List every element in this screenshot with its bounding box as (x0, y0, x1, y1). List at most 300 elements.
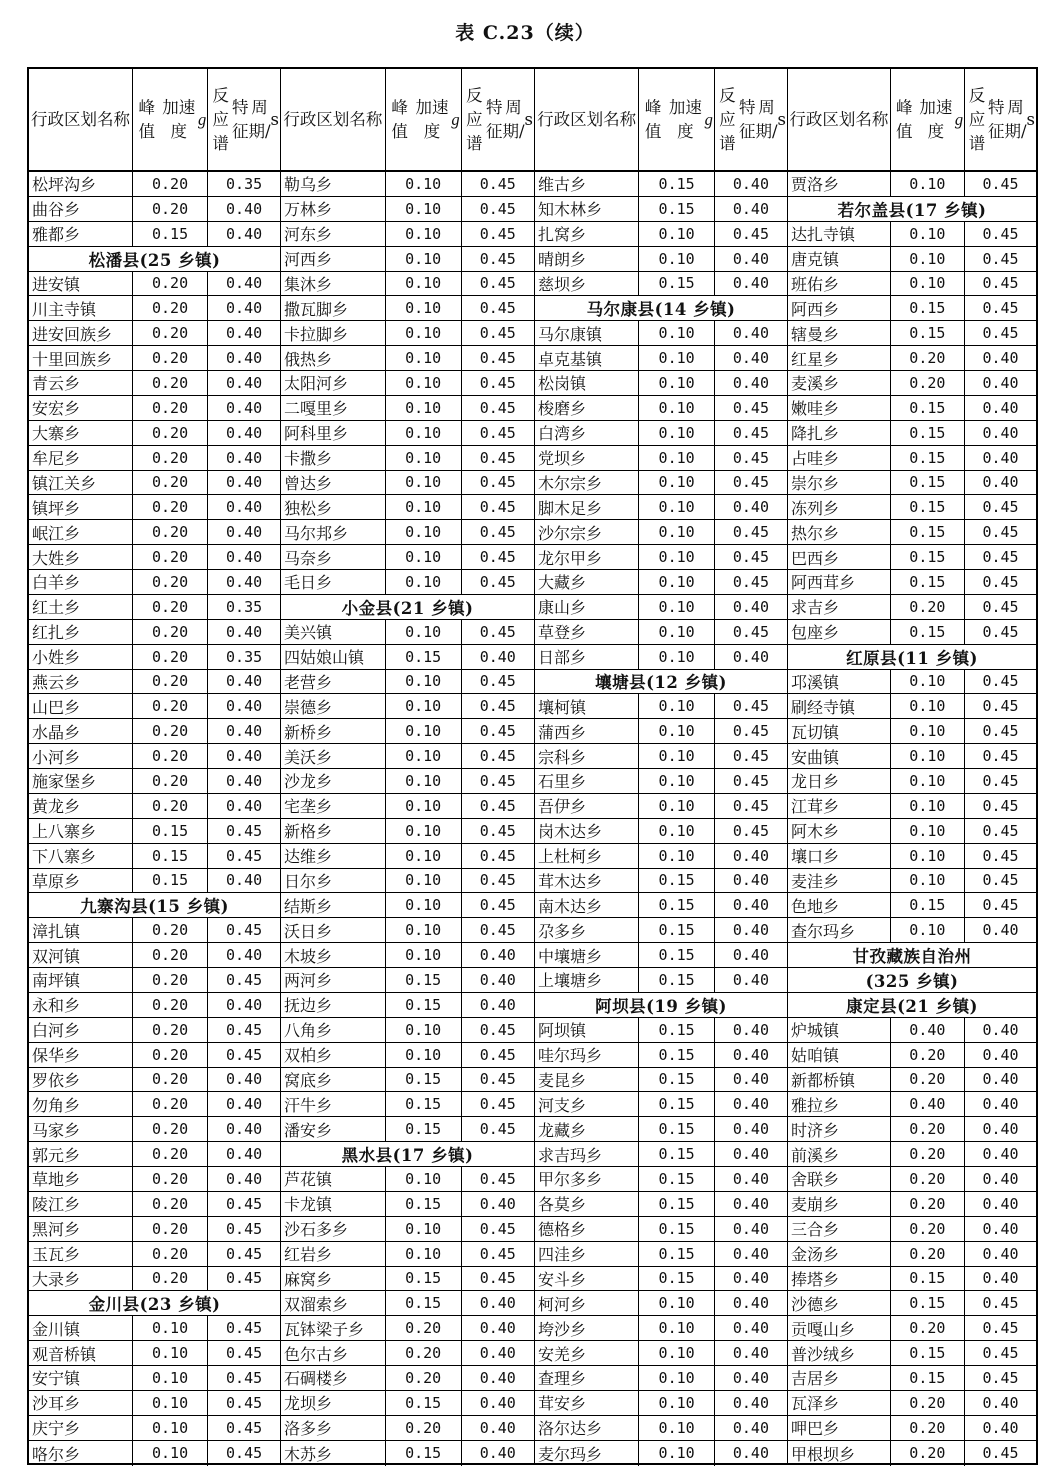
peak-acceleration: 0.15 (638, 943, 714, 967)
peak-acceleration: 0.20 (890, 1391, 964, 1415)
response-period: 0.45 (461, 744, 534, 768)
response-period: 0.45 (461, 396, 534, 420)
town-name: 刷经寺镇 (791, 697, 856, 717)
header-peak-line: 峰值 (391, 97, 408, 141)
peak-acceleration: 0.20 (132, 520, 207, 544)
header-peak-line: g (451, 109, 460, 129)
peak-acceleration: 0.10 (890, 222, 964, 246)
peak-acceleration: 0.15 (638, 1167, 714, 1191)
peak-acceleration: 0.10 (385, 570, 461, 594)
peak-acceleration: 0.15 (638, 869, 714, 893)
table-row (535, 893, 787, 918)
response-period: 0.45 (714, 396, 787, 420)
county-title: (325 乡镇) (865, 971, 959, 991)
peak-acceleration: 0.15 (385, 1092, 461, 1116)
town-name: 辖曼乡 (791, 324, 840, 344)
response-period: 0.45 (461, 1018, 534, 1042)
peak-acceleration: 0.10 (385, 197, 461, 221)
peak-acceleration: 0.20 (132, 645, 207, 669)
table-row (535, 1391, 787, 1416)
response-period: 0.40 (207, 869, 280, 893)
header-period-line: 特征 (485, 97, 503, 141)
town-name: 曲谷乡 (32, 200, 81, 220)
response-period: 0.45 (714, 769, 787, 793)
response-period: 0.40 (207, 670, 280, 694)
town-name: 安宁镇 (32, 1369, 81, 1389)
response-period: 0.40 (964, 1167, 1036, 1191)
town-name: 贾洛乡 (791, 175, 840, 195)
county-title: 小金县(21 乡镇) (341, 598, 474, 618)
town-name: 日尔乡 (284, 871, 333, 891)
response-period: 0.40 (714, 1341, 787, 1365)
town-name: 马尔邦乡 (284, 523, 349, 543)
table-row (281, 1018, 534, 1043)
header-period-line: 反应谱 (466, 85, 483, 153)
table-row (535, 1242, 787, 1267)
peak-acceleration: 0.20 (890, 371, 964, 395)
town-name: 洛多乡 (284, 1419, 333, 1439)
table-row (535, 1092, 787, 1117)
table-row (535, 346, 787, 371)
peak-acceleration: 0.10 (890, 670, 964, 694)
peak-acceleration: 0.20 (890, 1167, 964, 1191)
town-name: 宗科乡 (538, 747, 587, 767)
table-row (535, 968, 787, 993)
table-row (788, 545, 1036, 570)
town-name: 红土乡 (32, 598, 81, 618)
town-name: 十里回族乡 (32, 349, 113, 369)
town-name: 大录乡 (32, 1269, 81, 1289)
town-name: 小河乡 (32, 747, 81, 767)
peak-acceleration: 0.10 (385, 421, 461, 445)
table-row (788, 272, 1036, 297)
table-row (788, 321, 1036, 346)
town-name: 吾伊乡 (538, 797, 587, 817)
header-period-line: 周期/ (248, 97, 271, 141)
peak-acceleration: 0.20 (132, 446, 207, 470)
section-header-row (788, 943, 1036, 968)
table-row (788, 1391, 1036, 1416)
response-period: 0.40 (714, 893, 787, 917)
peak-acceleration: 0.10 (638, 694, 714, 718)
table-row (535, 1192, 787, 1217)
table-row (535, 645, 787, 670)
peak-acceleration: 0.20 (385, 1416, 461, 1440)
response-period: 0.45 (207, 1267, 280, 1291)
peak-acceleration: 0.10 (385, 222, 461, 246)
peak-acceleration: 0.15 (132, 819, 207, 843)
town-name: 双溜索乡 (284, 1294, 349, 1314)
response-period: 0.40 (964, 346, 1036, 370)
town-name: 安曲镇 (791, 747, 840, 767)
table-row (788, 1242, 1036, 1267)
town-name: 查理乡 (538, 1369, 587, 1389)
table-row (535, 371, 787, 396)
town-name: 新格乡 (284, 822, 333, 842)
response-period: 0.40 (714, 172, 787, 196)
town-name: 松岗镇 (538, 374, 587, 394)
peak-acceleration: 0.10 (385, 1018, 461, 1042)
peak-acceleration: 0.10 (385, 520, 461, 544)
response-period: 0.40 (207, 346, 280, 370)
town-name: 白湾乡 (538, 424, 587, 444)
town-name: 上壤塘乡 (538, 971, 603, 991)
peak-acceleration: 0.10 (638, 1291, 714, 1315)
town-name: 红扎乡 (32, 623, 81, 643)
peak-acceleration: 0.10 (385, 869, 461, 893)
town-name: 壤口乡 (791, 847, 840, 867)
response-period: 0.40 (964, 396, 1036, 420)
table-row (788, 1092, 1036, 1117)
town-name: 前溪乡 (791, 1145, 840, 1165)
peak-acceleration: 0.20 (132, 346, 207, 370)
peak-acceleration: 0.20 (132, 620, 207, 644)
town-name: 沙龙乡 (284, 772, 333, 792)
table-row (535, 819, 787, 844)
response-period: 0.40 (207, 620, 280, 644)
response-period: 0.45 (714, 719, 787, 743)
table-row (281, 769, 534, 794)
town-name: 龙尔甲乡 (538, 548, 603, 568)
header-period (461, 69, 534, 170)
town-name: 蒲西乡 (538, 722, 587, 742)
peak-acceleration: 0.20 (132, 421, 207, 445)
peak-acceleration: 0.10 (385, 321, 461, 345)
section-header-row (29, 247, 280, 272)
response-period: 0.45 (964, 520, 1036, 544)
peak-acceleration: 0.10 (385, 545, 461, 569)
header-name (535, 69, 638, 170)
peak-acceleration: 0.10 (638, 321, 714, 345)
table-row (281, 396, 534, 421)
header-period (714, 69, 787, 170)
town-name: 麦昆乡 (538, 1070, 587, 1090)
town-name: 日部乡 (538, 648, 587, 668)
peak-acceleration: 0.10 (638, 471, 714, 495)
county-title: 若尔盖县(17 乡镇) (837, 200, 987, 220)
table-row (788, 371, 1036, 396)
table-row (281, 1341, 534, 1366)
peak-acceleration: 0.10 (385, 744, 461, 768)
town-name: 求吉玛乡 (538, 1145, 603, 1165)
town-name: 麦崩乡 (791, 1195, 840, 1215)
table-row (29, 819, 280, 844)
peak-acceleration: 0.10 (890, 819, 964, 843)
peak-acceleration: 0.20 (385, 1316, 461, 1340)
response-period: 0.45 (964, 670, 1036, 694)
peak-acceleration: 0.20 (132, 744, 207, 768)
peak-acceleration: 0.10 (638, 819, 714, 843)
town-name: 扎窝乡 (538, 225, 587, 245)
response-period: 0.40 (714, 1142, 787, 1166)
peak-acceleration: 0.15 (638, 1267, 714, 1291)
town-name: 陵江乡 (32, 1195, 81, 1215)
table-row (281, 1068, 534, 1093)
header-period-line: s (777, 109, 786, 129)
table-row (29, 371, 280, 396)
header-period-line: s (1026, 109, 1035, 129)
peak-acceleration: 0.20 (132, 1142, 207, 1166)
peak-acceleration: 0.15 (638, 893, 714, 917)
table-column (535, 69, 788, 1463)
town-name: 卡龙镇 (284, 1195, 333, 1215)
town-name: 咯尔乡 (32, 1444, 81, 1464)
town-name: 镇坪乡 (32, 498, 81, 518)
town-name: 二嘎里乡 (284, 399, 349, 419)
table-row (29, 471, 280, 496)
peak-acceleration: 0.10 (385, 371, 461, 395)
town-name: 达扎寺镇 (791, 225, 856, 245)
peak-acceleration: 0.15 (638, 1117, 714, 1141)
header-peak-acceleration (890, 69, 964, 170)
peak-acceleration: 0.10 (385, 1217, 461, 1241)
response-period: 0.40 (461, 943, 534, 967)
response-period: 0.40 (714, 595, 787, 619)
response-period: 0.40 (714, 1117, 787, 1141)
response-period: 0.40 (714, 1092, 787, 1116)
peak-acceleration: 0.20 (132, 1043, 207, 1067)
response-period: 0.45 (964, 172, 1036, 196)
town-name: 晴朗乡 (538, 250, 587, 270)
town-name: 沙尔宗乡 (538, 523, 603, 543)
table-row (535, 471, 787, 496)
table-row (29, 570, 280, 595)
town-name: 草地乡 (32, 1170, 81, 1190)
town-name: 江茸乡 (791, 797, 840, 817)
town-name: 雅拉乡 (791, 1095, 840, 1115)
town-name: 两河乡 (284, 971, 333, 991)
section-header-row (29, 893, 280, 918)
table-row (281, 1242, 534, 1267)
county-title: 红原县(11 乡镇) (846, 648, 978, 668)
town-name: 上八寨乡 (32, 822, 97, 842)
town-name: 龙藏乡 (538, 1120, 587, 1140)
response-period: 0.40 (461, 1291, 534, 1315)
table-row (788, 495, 1036, 520)
peak-acceleration: 0.10 (638, 844, 714, 868)
peak-acceleration: 0.15 (638, 968, 714, 992)
town-name: 河支乡 (538, 1095, 587, 1115)
table-row (281, 1092, 534, 1117)
peak-acceleration: 0.10 (638, 1366, 714, 1390)
response-period: 0.35 (207, 595, 280, 619)
response-period: 0.45 (207, 819, 280, 843)
table-row (535, 1366, 787, 1391)
table-row (535, 272, 787, 297)
response-period: 0.40 (207, 1068, 280, 1092)
town-name: 木尔宗乡 (538, 473, 603, 493)
town-name: 壤柯镇 (538, 697, 587, 717)
response-period: 0.40 (714, 645, 787, 669)
town-name: 上杜柯乡 (538, 847, 603, 867)
town-name: 大姓乡 (32, 548, 81, 568)
peak-acceleration: 0.10 (890, 744, 964, 768)
peak-acceleration: 0.20 (132, 918, 207, 942)
town-name: 下八寨乡 (32, 847, 97, 867)
town-name: 麦尔玛乡 (538, 1444, 603, 1464)
peak-acceleration: 0.15 (385, 1291, 461, 1315)
peak-acceleration: 0.20 (132, 968, 207, 992)
peak-acceleration: 0.15 (132, 844, 207, 868)
response-period: 0.45 (461, 1068, 534, 1092)
table-row (281, 819, 534, 844)
town-name: 南木达乡 (538, 896, 603, 916)
town-name: 舍联乡 (791, 1170, 840, 1190)
table-row (281, 968, 534, 993)
town-name: 集沐乡 (284, 274, 333, 294)
table-row (535, 620, 787, 645)
peak-acceleration: 0.15 (638, 1068, 714, 1092)
response-period: 0.45 (964, 247, 1036, 271)
town-name: 瓦钵梁子乡 (284, 1319, 365, 1339)
table-row (281, 719, 534, 744)
table-row (788, 247, 1036, 272)
peak-acceleration: 0.20 (132, 769, 207, 793)
table-row (788, 1441, 1036, 1466)
town-name: 芦花镇 (284, 1170, 333, 1190)
town-name: 老营乡 (284, 672, 333, 692)
table-row (535, 545, 787, 570)
peak-acceleration: 0.10 (890, 172, 964, 196)
peak-acceleration: 0.10 (638, 346, 714, 370)
peak-acceleration: 0.10 (890, 844, 964, 868)
response-period: 0.40 (461, 1391, 534, 1415)
town-name: 沙石多乡 (284, 1220, 349, 1240)
response-period: 0.45 (461, 769, 534, 793)
peak-acceleration: 0.15 (638, 1242, 714, 1266)
peak-acceleration: 0.10 (638, 620, 714, 644)
town-name: 瓦切镇 (791, 722, 840, 742)
response-period: 0.40 (714, 943, 787, 967)
response-period: 0.45 (461, 1267, 534, 1291)
peak-acceleration: 0.15 (890, 570, 964, 594)
peak-acceleration: 0.20 (132, 1267, 207, 1291)
peak-acceleration: 0.10 (890, 694, 964, 718)
peak-acceleration: 0.20 (132, 1068, 207, 1092)
table-row (29, 1217, 280, 1242)
peak-acceleration: 0.10 (638, 520, 714, 544)
table-row (281, 371, 534, 396)
response-period: 0.40 (207, 197, 280, 221)
town-name: 阿科里乡 (284, 424, 349, 444)
county-title: 康定县(21 乡镇) (846, 996, 978, 1016)
peak-acceleration: 0.15 (890, 321, 964, 345)
response-period: 0.45 (461, 1043, 534, 1067)
response-period: 0.45 (964, 1291, 1036, 1315)
response-period: 0.45 (461, 222, 534, 246)
table-row (281, 346, 534, 371)
response-period: 0.40 (964, 471, 1036, 495)
peak-acceleration: 0.10 (132, 1391, 207, 1415)
peak-acceleration: 0.15 (890, 620, 964, 644)
response-period: 0.45 (461, 819, 534, 843)
peak-acceleration: 0.10 (638, 645, 714, 669)
table-row (788, 744, 1036, 769)
peak-acceleration: 0.20 (132, 371, 207, 395)
table-row (29, 321, 280, 346)
table-row (29, 446, 280, 471)
table-row (788, 1416, 1036, 1441)
town-name: 各莫乡 (538, 1195, 587, 1215)
county-title: 松潘县(25 乡镇) (88, 250, 221, 270)
peak-acceleration: 0.10 (890, 918, 964, 942)
response-period: 0.45 (461, 172, 534, 196)
table-row (788, 1018, 1036, 1043)
response-period: 0.45 (964, 869, 1036, 893)
table-row (29, 520, 280, 545)
header-period (207, 69, 280, 170)
town-name: 红星乡 (791, 349, 840, 369)
response-period: 0.45 (461, 272, 534, 296)
town-name: 龙日乡 (791, 772, 840, 792)
response-period: 0.40 (964, 1018, 1036, 1042)
peak-acceleration: 0.20 (132, 1167, 207, 1191)
response-period: 0.40 (461, 1441, 534, 1466)
town-name: 嫩哇乡 (791, 399, 840, 419)
response-period: 0.45 (964, 794, 1036, 818)
table-row (535, 570, 787, 595)
data-table (27, 67, 1038, 1465)
response-period: 0.40 (207, 272, 280, 296)
table-row (29, 1391, 280, 1416)
table-row (281, 296, 534, 321)
town-name: 慈坝乡 (538, 274, 587, 294)
response-period: 0.45 (964, 272, 1036, 296)
table-row (281, 1167, 534, 1192)
town-name: 白羊乡 (32, 573, 81, 593)
table-row (281, 321, 534, 346)
table-row (29, 1192, 280, 1217)
peak-acceleration: 0.20 (890, 1217, 964, 1241)
table-row (29, 1366, 280, 1391)
response-period: 0.40 (964, 446, 1036, 470)
peak-acceleration: 0.10 (638, 1316, 714, 1340)
town-name: 雅都乡 (32, 225, 81, 245)
town-name: 保华乡 (32, 1046, 81, 1066)
response-period: 0.45 (207, 1217, 280, 1241)
town-name: 松坪沟乡 (32, 175, 97, 195)
response-period: 0.40 (714, 1291, 787, 1315)
town-name: 洛尔达乡 (538, 1419, 603, 1439)
header-period-line: 反应谱 (968, 85, 986, 153)
table-row (29, 869, 280, 894)
peak-acceleration: 0.10 (890, 719, 964, 743)
response-period: 0.45 (461, 346, 534, 370)
table-row (29, 1142, 280, 1167)
response-period: 0.40 (714, 1416, 787, 1440)
peak-acceleration: 0.10 (385, 1167, 461, 1191)
response-period: 0.35 (207, 172, 280, 196)
response-period: 0.40 (714, 918, 787, 942)
response-period: 0.40 (964, 1267, 1036, 1291)
table-row (29, 396, 280, 421)
response-period: 0.40 (714, 247, 787, 271)
town-name: 白河乡 (32, 1021, 81, 1041)
response-period: 0.45 (461, 1092, 534, 1116)
peak-acceleration: 0.20 (385, 1341, 461, 1365)
county-title: 阿坝县(19 乡镇) (595, 996, 727, 1016)
header-period-line: 反应谱 (719, 85, 736, 153)
county-title: 黑水县(17 乡镇) (341, 1146, 474, 1166)
header-peak-line: 峰值 (138, 97, 155, 141)
response-period: 0.45 (461, 694, 534, 718)
table-row (29, 744, 280, 769)
header-period-line: s (270, 109, 279, 129)
response-period: 0.40 (207, 570, 280, 594)
header-peak-line: 加速度 (162, 97, 196, 141)
response-period: 0.40 (207, 520, 280, 544)
town-name: 镇江关乡 (32, 473, 97, 493)
